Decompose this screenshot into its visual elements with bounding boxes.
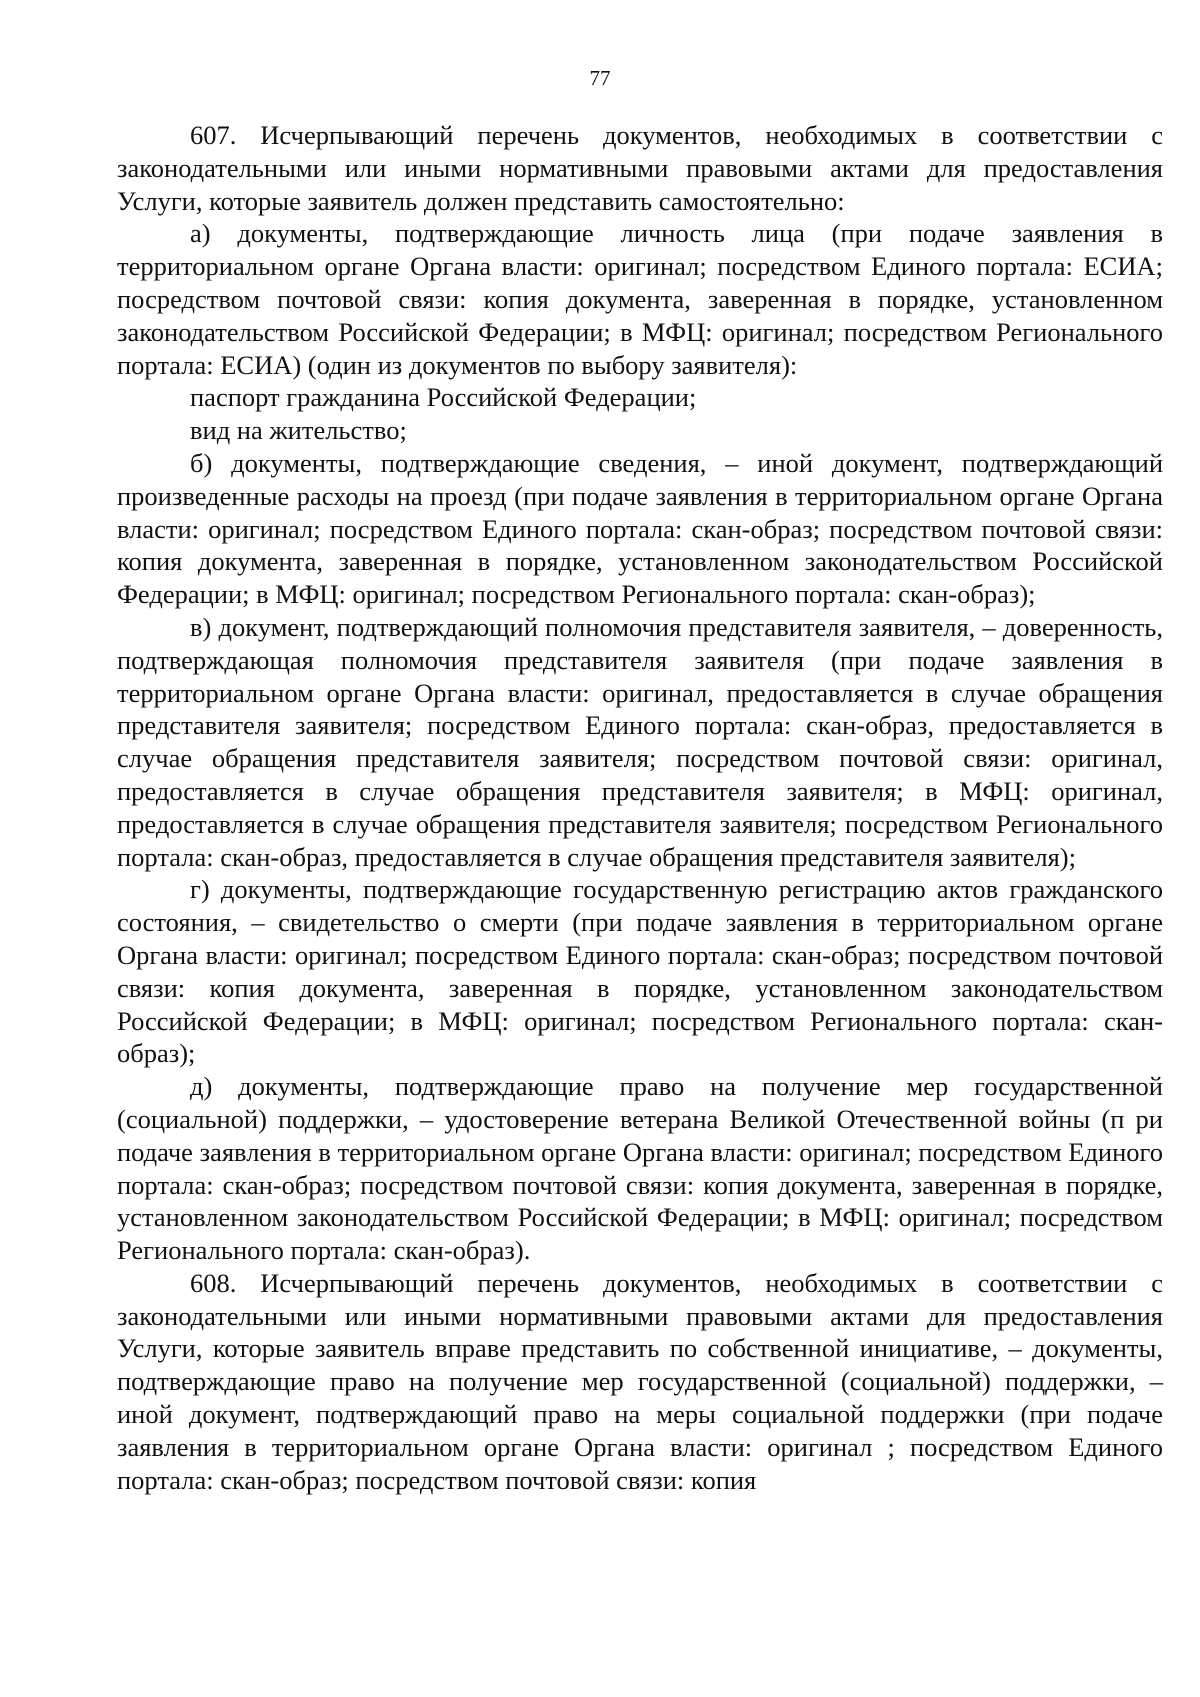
- paragraph-607: 607. Исчерпывающий перечень документов, необходимых в соответствии с законодательными или иными нормативными правовыми актами для предоставления Услуги, которые заявитель должен представить самостоятельно:: [117, 120, 1163, 216]
- paragraph-608: 608. Исчерпывающий перечень документов, необходимых в соответствии с законодательными или иными нормативными правовыми актами для предоставления Услуги, которые заявитель вправе представить по собственной инициативе, – документы, подтверждающие право на получение мер государственной (социальной) поддержки, – иной документ, подтверждающий право на меры социальной поддержки (при подаче заявления в территориальном органе Органа власти: оригинал ; посредством Единого портала: скан-образ; посредством почтовой связи: копия: [117, 1267, 1163, 1495]
- item-residence-permit: вид на жительство;: [190, 415, 407, 446]
- item-g-death-certificate: г) документы, подтверждающие государственную регистрацию актов гражданского состояния, – свидетельство о смерти (при подаче заявления в территориальном органе Органа власти: оригинал; посредством Единого портала: скан-образ; посредством почтовой связи: копия документа, заверенная в порядке, установленном законодательством Российской Федерации; в МФЦ: оригинал; посредством Регионального портала: скан-образ);: [117, 874, 1163, 1069]
- item-passport: паспорт гражданина Российской Федерации;: [190, 382, 697, 413]
- item-a-identity-documents: а) документы, подтверждающие личность лица (при подаче заявления в территориальном органе Органа власти: оригинал; посредством Единого портала: ЕСИА; посредством почтовой связи: копия документа, заверенная в порядке, установленном законодательством Российской Федерации; в МФЦ: оригинал; посредством Регионального портала: ЕСИА) (один из документов по выбору заявителя):: [117, 218, 1163, 380]
- document-body: [117, 119, 1163, 1496]
- page-number: 77: [589, 66, 611, 90]
- item-b-travel-expenses: б) документы, подтверждающие сведения, – иной документ, подтверждающий произведенные расходы на проезд (при подаче заявления в территориальном органе Органа власти: оригинал; посредством Единого портала: скан-образ; посредством почтовой связи: копия документа, заверенная в порядке, установленном законодательством Российской Федерации; в МФЦ: оригинал; посредством Регионального портала: скан-образ);: [117, 447, 1163, 610]
- item-v-power-of-attorney: в) документ, подтверждающий полномочия представителя заявителя, – доверенность, подтверждающая полномочия представителя заявителя (при подаче заявления в территориальном органе Органа власти: оригинал, предоставляется в случае обращения представителя заявителя; посредством Единого портала: скан-образ, предоставляется в случае обращения представителя заявителя; посредством почтовой связи: оригинал, предоставляется в случае обращения представителя заявителя; в МФЦ: оригинал, предоставляется в случае обращения представителя заявителя; посредством Регионального портала: скан-образ, предоставляется в случае обращения представителя заявителя);: [117, 611, 1163, 872]
- item-d-veteran-certificate: д) документы, подтверждающие право на получение мер государственной (социальной) поддержки, – удостоверение ветерана Великой Отечественной войны (п ри подаче заявления в территориальном органе Органа власти: оригинал; посредством Единого портала: скан-образ; посредством почтовой связи: копия документа, заверенная в порядке, установленном законодательством Российской Федерации; в МФЦ: оригинал; посредством Регионального портала: скан-образ).: [117, 1071, 1163, 1266]
